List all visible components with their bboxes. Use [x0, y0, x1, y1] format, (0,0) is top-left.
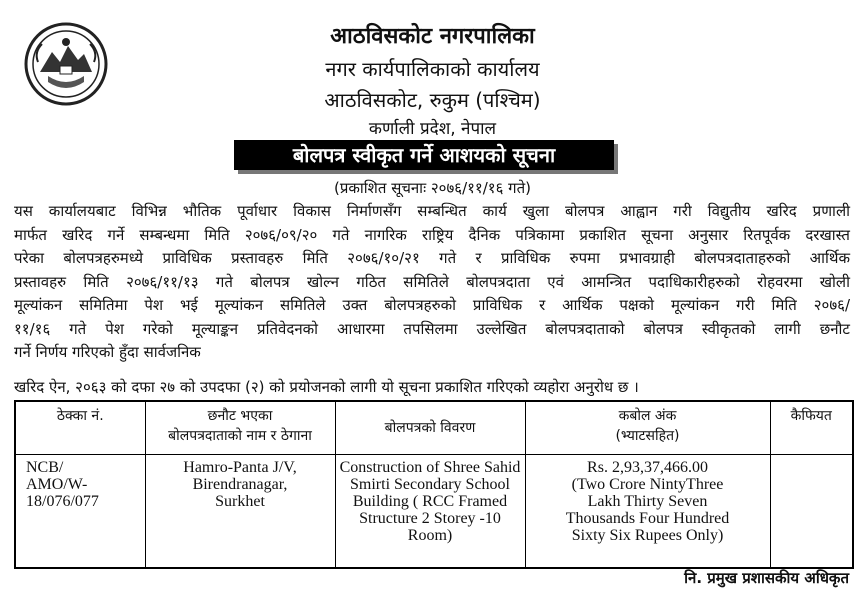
- header-remarks: कैफियत: [770, 401, 853, 455]
- office-location: आठविसकोट, रुकुम (पश्चिम): [324, 88, 541, 112]
- closing-line: खरिद ऐन, २०६३ को दफा २७ को उपदफा (२) को प्रयोजनको लागी यो सूचना प्रकाशित गरिएको व्यहोरा अनुरोध छ ।: [14, 378, 639, 396]
- header-bidder: छनौट भएका बोलपत्रदाताको नाम र ठेगाना: [145, 401, 335, 455]
- bid-table: [14, 400, 854, 569]
- cell-bidder: Hamro-Panta J/V, Birendranagar, Surkhet: [145, 455, 335, 569]
- closing-paragraph: [14, 376, 850, 400]
- office-name: नगर कार्यपालिकाको कार्यालय: [325, 57, 540, 81]
- cell-contract-no: NCB/ AMO/W- 18/076/077: [15, 455, 145, 569]
- header-contract-no: ठेक्का नं.: [15, 401, 145, 455]
- municipality-name: आठविसकोट नगरपालिका: [330, 24, 535, 49]
- cell-description: Construction of Shree Sahid Smirti Secondary School Building ( RCC Framed Structure 2 Storey -10 Room): [335, 455, 525, 569]
- table-header-row: [15, 401, 853, 455]
- published-date: (प्रकाशित सूचनाः २०७६/११/१६ गते): [334, 179, 531, 197]
- table-row: [15, 455, 853, 569]
- signatory: नि. प्रमुख प्रशासकीय अधिकृत: [684, 569, 849, 587]
- cell-amount: Rs. 2,93,37,466.00 (Two Crore NintyThree Lakh Thirty Seven Thousands Four Hundred Sixty Six Rupees Only): [525, 455, 770, 569]
- paragraph-line: प्रस्तावहरु मिति २०७६/११/१३ गते बोलपत्र खोल्न गठित समितिले बोलपत्रदाता एवं आमन्त्रित पदाधिकारीहरुको रोहवरमा खोली: [14, 272, 850, 291]
- paragraph-line: गर्ने निर्णय गरिएको हुँदा सार्वजनिक: [14, 343, 201, 361]
- notice-title: बोलपत्र स्वीकृत गर्ने आशयको सूचना: [234, 140, 614, 170]
- paragraph-line: ११/१६ गते पेश गरेको मूल्याङ्कन प्रतिवेदनको आधारमा तपसिलमा उल्लेखित बोलपत्रदाताको बोलपत्र स्वीकृतको लागी छनौट: [14, 319, 850, 338]
- paragraph-line: यस कार्यालयबाट विभिन्न भौतिक पूर्वाधार विकास निर्माणसँग सम्बन्धित कार्य खुला बोलपत्र आह्वान गरी विद्युतीय खरिद प्रणाली: [14, 202, 850, 220]
- paragraph-line: मूल्यांकन समितिमा पेश भई मूल्यांकन समितिले उक्त बोलपत्रहरुको प्राविधिक र आर्थिक पक्षको मूल्यांकन गरी मिति २०७६/: [14, 296, 850, 314]
- paragraph-line: परेका बोलपत्रहरुमध्ये प्राविधिक प्रस्तावहरु मिति २०७६/१०/२१ गते र प्राविधिक रुपमा प्रभावग्राही बोलपत्रदाताहरुको आर्थिक: [14, 249, 850, 267]
- header-amount: कबोल अंक (भ्याटसहित): [525, 401, 770, 455]
- notice-paragraph: [14, 200, 850, 365]
- paragraph-line: मार्फत खरिद गर्ने सम्बन्धमा मिति २०७६/०९/२० गते नागरिक राष्ट्रिय दैनिक पत्रिकामा प्रकाशित सूचना अनुसार रितपूर्वक दरखास्त: [14, 225, 850, 244]
- province-name: कर्णाली प्रदेश, नेपाल: [368, 119, 497, 139]
- header-description: बोलपत्रको विवरण: [335, 401, 525, 455]
- cell-remarks: [770, 455, 853, 569]
